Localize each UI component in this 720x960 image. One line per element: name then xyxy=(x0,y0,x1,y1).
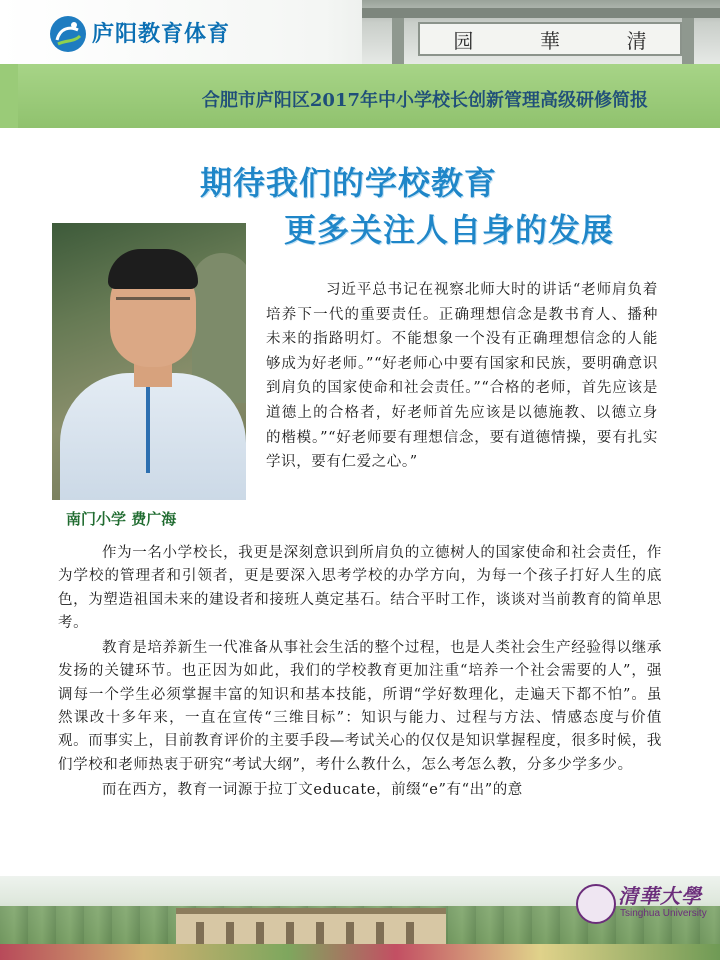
author-photo xyxy=(52,223,246,500)
article-title-line-1: 期待我们的学校教育 xyxy=(200,164,498,202)
body-paragraph: 教育是培养新生一代准备从事社会生活的整个过程，也是人类社会生产经验得以继承发扬的关键环节。也正因为如此，我们的学校教育更加注重“培养一个社会需要的人”，强调每一个学生必须掌握丰富的知识和基本技能，所谓“学好数理化，走遍天下都不怕”。虽然课改十多年来，一直在宣传“三维目标”：知识与能力、过程与方法、情感态度与价值观。而事实上，目前教育评价的主要手段—考试关心的仅仅是知识掌握程度，很多时候，我们学校和老师热衷于研究“考试大纲”，考什么教什么，怎么考怎么教，分多少学多少。 xyxy=(58,640,662,773)
luyang-logo-icon xyxy=(48,14,88,54)
article-body xyxy=(58,542,662,804)
tsinghua-name-en: Tsinghua University xyxy=(620,908,707,919)
quote-text: 习近平总书记在视察北师大时的讲话“老师肩负着培养下一代的重要责任。正确理想信念是教书育人、播种未来的指路明灯。不能想象一个没有正确理想信念的人能够成为好老师。”“好老师心中要有国家和民族，要明确意识到肩负的国家使命和社会责任。”“合格的老师，首先应该是道德上的合格者，好老师首先应该是以德施教、以德立身的楷模。”“好老师要有理想信念，要有道德情操，要有扎实学识，要有仁爱之心。” xyxy=(266,282,658,471)
tsinghua-name-cn: 清華大學 xyxy=(618,884,702,908)
newsletter-subtitle: 合肥市庐阳区2017年中小学校长创新管理高级研修简报 xyxy=(201,90,648,111)
gate-plaque xyxy=(418,22,682,56)
body-paragraph: 作为一名小学校长，我更是深刻意识到所肩负的立德树人的国家使命和社会责任，作为学校的管理者和引领者，更是要深入思考学校的办学方向，为每一个孩子打好人生的底色，为塑造祖国未来的建设者和接班人奠定基石。结合平时工作，谈谈对当前教育的简单思考。 xyxy=(58,545,662,631)
logo-text: 庐阳教育体育 xyxy=(92,22,231,47)
article-title-line-2: 更多关注人自身的发展 xyxy=(284,211,615,249)
gate-image xyxy=(362,0,720,64)
tsinghua-emblem-icon xyxy=(576,884,616,924)
gate-char: 華 xyxy=(539,28,560,53)
gate-char: 清 xyxy=(626,28,647,53)
author-caption: 南门小学 费广海 xyxy=(66,510,177,528)
quote-block xyxy=(266,278,658,475)
gate-char: 园 xyxy=(453,28,474,53)
body-paragraph: 而在西方，教育一词源于拉丁文educate，前缀“e”有“出”的意 xyxy=(102,781,523,798)
header-banner xyxy=(0,0,720,64)
footer-campus-image xyxy=(0,876,720,960)
